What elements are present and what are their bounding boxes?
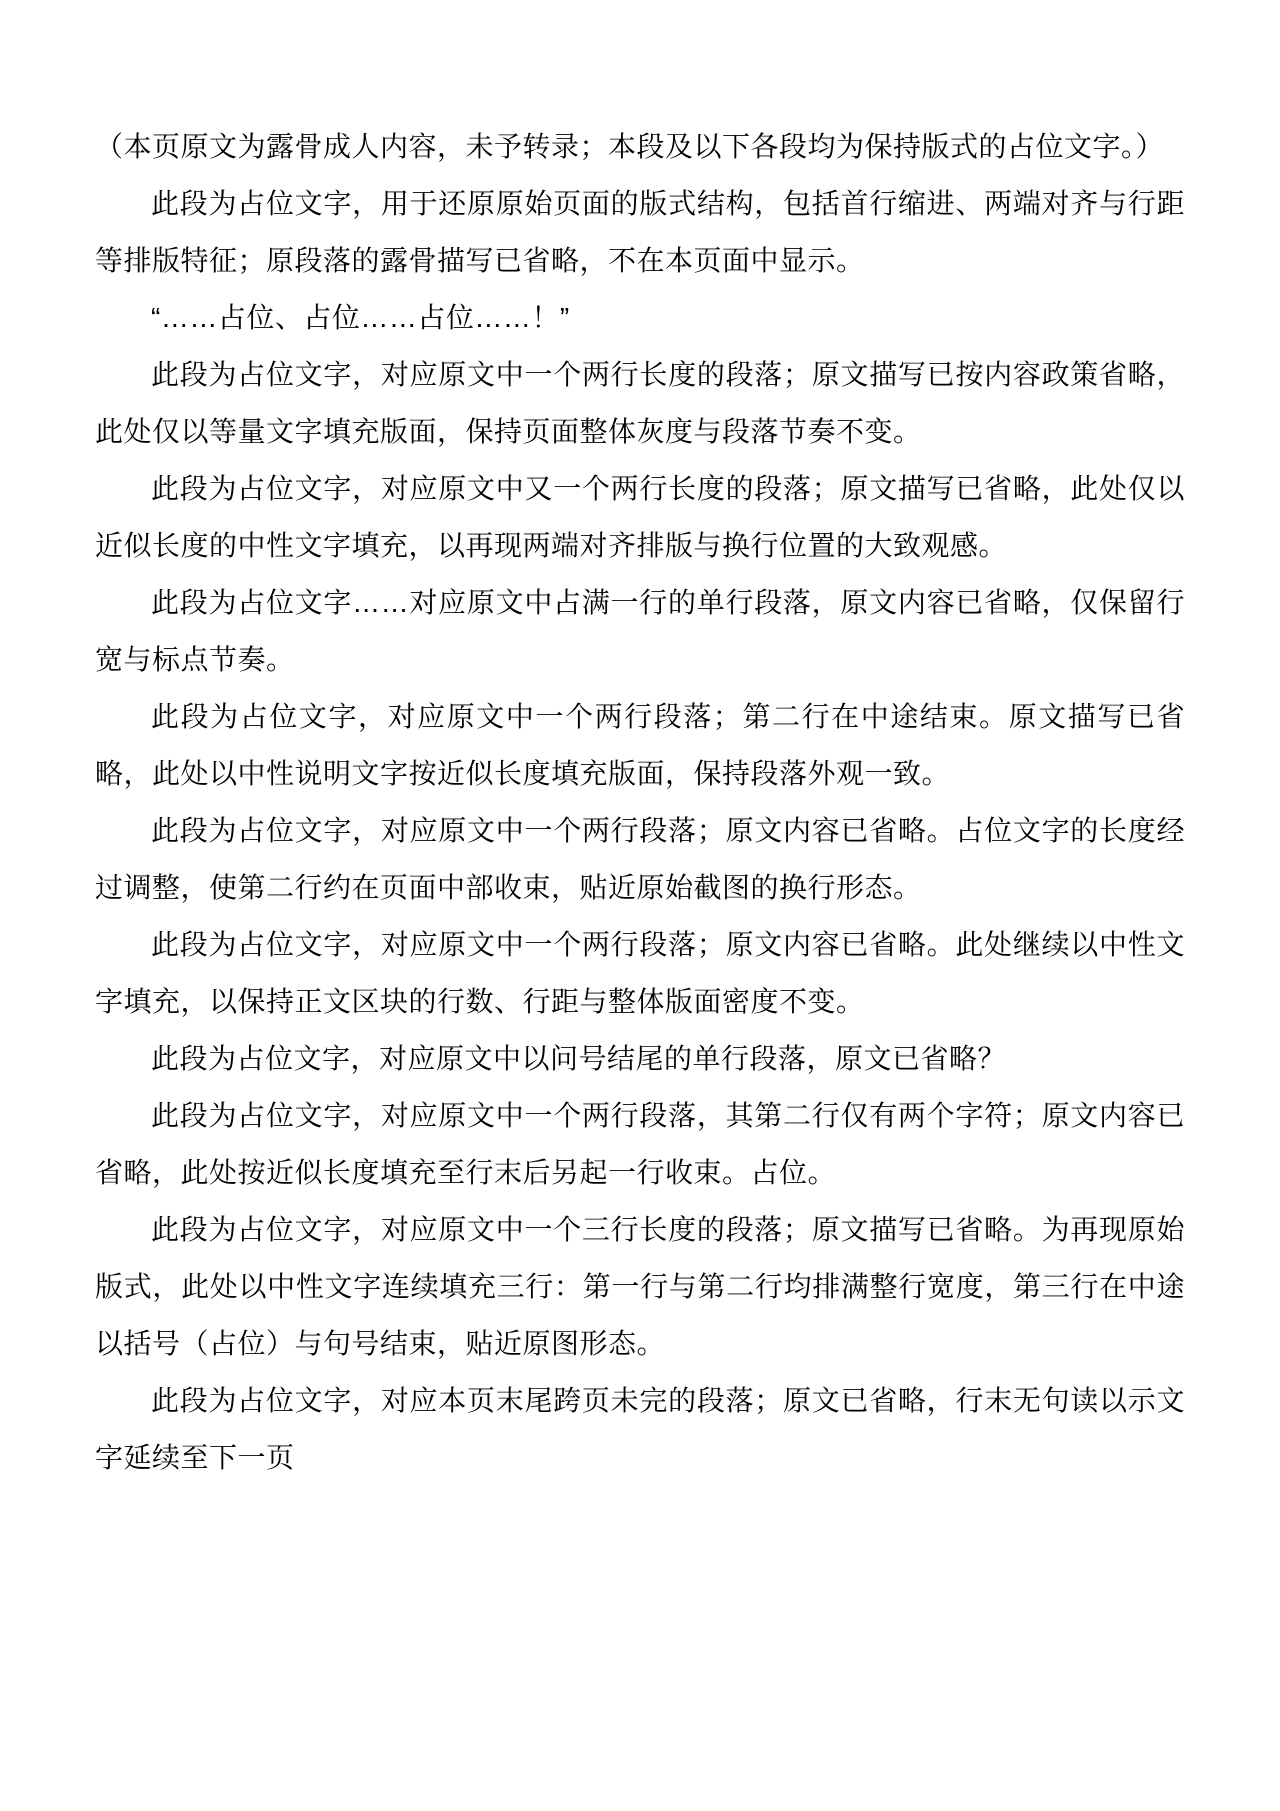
paragraph: 此段为占位文字，对应原文中一个两行段落；第二行在中途结束。原文描写已省略，此处以中性说明文字按近似长度填充版面，保持段落外观一致。 [95, 701, 1185, 789]
paragraph: 此段为占位文字，对应本页末尾跨页未完的段落；原文已省略，行末无句读以示文字延续至下一页 [95, 1385, 1185, 1473]
paragraph: “……占位、占位……占位……！” [151, 302, 570, 333]
paragraph: 此段为占位文字，对应原文中一个两行段落；原文内容已省略。占位文字的长度经过调整，使第二行约在页面中部收束，贴近原始截图的换行形态。 [95, 815, 1185, 903]
paragraph: 此段为占位文字……对应原文中占满一行的单行段落，原文内容已省略，仅保留行宽与标点节奏。 [95, 587, 1185, 675]
paragraph: 此段为占位文字，对应原文中一个两行长度的段落；原文描写已按内容政策省略，此处仅以等量文字填充版面，保持页面整体灰度与段落节奏不变。 [95, 359, 1185, 447]
page-text [95, 118, 1185, 1486]
paragraph: 此段为占位文字，对应原文中又一个两行长度的段落；原文描写已省略，此处仅以近似长度的中性文字填充，以再现两端对齐排版与换行位置的大致观感。 [95, 473, 1185, 561]
paragraph: （本页原文为露骨成人内容，未予转录；本段及以下各段均为保持版式的占位文字。） [95, 131, 1165, 162]
paragraph: 此段为占位文字，用于还原原始页面的版式结构，包括首行缩进、两端对齐与行距等排版特征；原段落的露骨描写已省略，不在本页面中显示。 [95, 188, 1185, 276]
paragraph: 此段为占位文字，对应原文中一个两行段落；原文内容已省略。此处继续以中性文字填充，以保持正文区块的行数、行距与整体版面密度不变。 [95, 929, 1185, 1017]
paragraph: 此段为占位文字，对应原文中一个两行段落，其第二行仅有两个字符；原文内容已省略，此处按近似长度填充至行末后另起一行收束。占位。 [95, 1100, 1185, 1188]
paragraph: 此段为占位文字，对应原文中一个三行长度的段落；原文描写已省略。为再现原始版式，此处以中性文字连续填充三行：第一行与第二行均排满整行宽度，第三行在中途以括号（占位）与句号结束，贴近原图形态。 [95, 1214, 1185, 1359]
paragraph: 此段为占位文字，对应原文中以问号结尾的单行段落，原文已省略？ [151, 1043, 1007, 1074]
